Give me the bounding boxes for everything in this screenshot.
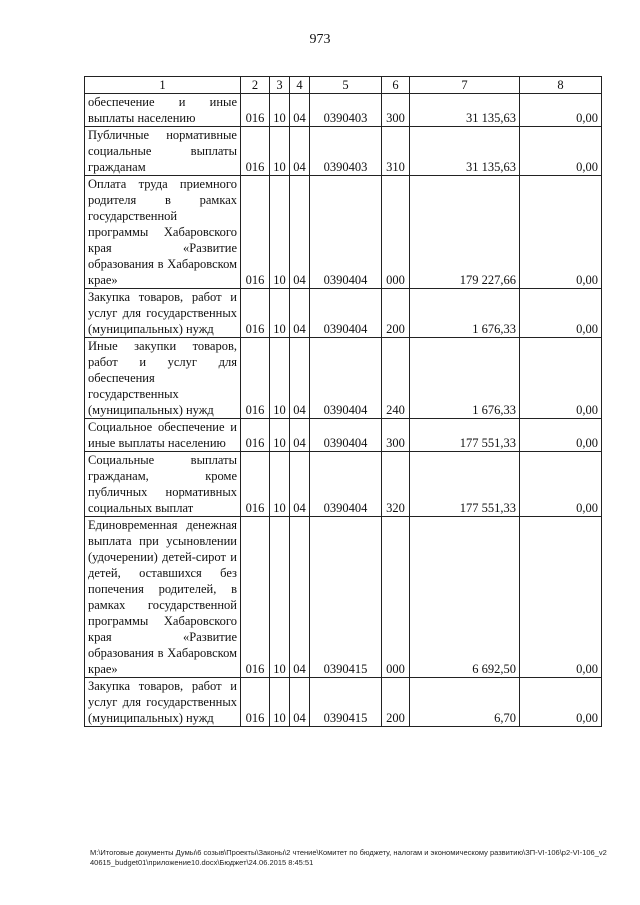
cell-amount-2: 0,00: [520, 452, 602, 517]
cell-section: 10: [270, 338, 290, 419]
cell-amount: 177 551,33: [410, 419, 520, 452]
cell-amount-2: 0,00: [520, 678, 602, 727]
cell-subsection: 04: [290, 289, 310, 338]
cell-section: 10: [270, 289, 290, 338]
footer-file-path: M:\Итоговые документы Думы\6 созыв\Проекты\Законы\2 чтение\Комитет по бюджету, налогам и экономическому развитию\ЗП-VI-106\р2-VI-106_v240615_budget01\приложение10.docx\Бюджет\24.06.2015 8:45:51: [90, 848, 607, 867]
header-cell: 7: [410, 77, 520, 94]
row-name: Социальные выплаты гражданам, кроме публичных нормативных социальных выплат: [85, 452, 241, 517]
row-name: обеспечение и иные выплаты населению: [85, 94, 241, 127]
cell-expense-type: 200: [382, 289, 410, 338]
cell-ministry: 016: [241, 338, 270, 419]
cell-expense-type: 310: [382, 127, 410, 176]
cell-target: 0390415: [310, 517, 382, 678]
budget-table: [84, 76, 602, 727]
row-name: Социальное обеспечение и иные выплаты населению: [85, 419, 241, 452]
table-row: [85, 419, 602, 452]
cell-ministry: 016: [241, 678, 270, 727]
table-row: [85, 678, 602, 727]
cell-target: 0390404: [310, 289, 382, 338]
row-name: Закупка товаров, работ и услуг для государственных (муниципальных) нужд: [85, 289, 241, 338]
header-cell: 1: [85, 77, 241, 94]
cell-ministry: 016: [241, 176, 270, 289]
cell-amount: 177 551,33: [410, 452, 520, 517]
table-row: [85, 517, 602, 678]
cell-expense-type: 200: [382, 678, 410, 727]
table-row: [85, 338, 602, 419]
cell-section: 10: [270, 452, 290, 517]
cell-subsection: 04: [290, 419, 310, 452]
cell-target: 0390404: [310, 419, 382, 452]
page-number: 973: [309, 32, 331, 47]
cell-expense-type: 320: [382, 452, 410, 517]
cell-expense-type: 300: [382, 94, 410, 127]
cell-amount-2: 0,00: [520, 94, 602, 127]
cell-subsection: 04: [290, 338, 310, 419]
cell-amount-2: 0,00: [520, 289, 602, 338]
table-row: [85, 289, 602, 338]
cell-target: 0390415: [310, 678, 382, 727]
row-name: Единовременная денежная выплата при усыновлении (удочерении) детей-сирот и детей, оставшихся без попечения родителей, в рамках государственной программы Хабаровского края «Развитие образования в Хабаровском крае»: [85, 517, 241, 678]
header-row: [85, 77, 602, 94]
row-name: Закупка товаров, работ и услуг для государственных (муниципальных) нужд: [85, 678, 241, 727]
header-cell: 4: [290, 77, 310, 94]
cell-target: 0390404: [310, 338, 382, 419]
cell-ministry: 016: [241, 419, 270, 452]
cell-subsection: 04: [290, 452, 310, 517]
row-name: Оплата труда приемного родителя в рамках государственной программы Хабаровского края «Развитие образования в Хабаровском крае»: [85, 176, 241, 289]
cell-subsection: 04: [290, 94, 310, 127]
cell-target: 0390404: [310, 452, 382, 517]
cell-section: 10: [270, 678, 290, 727]
cell-subsection: 04: [290, 127, 310, 176]
cell-expense-type: 000: [382, 517, 410, 678]
cell-ministry: 016: [241, 94, 270, 127]
cell-target: 0390403: [310, 127, 382, 176]
cell-amount: 1 676,33: [410, 338, 520, 419]
cell-amount: 31 135,63: [410, 127, 520, 176]
cell-amount-2: 0,00: [520, 419, 602, 452]
table-row: [85, 452, 602, 517]
cell-ministry: 016: [241, 452, 270, 517]
cell-amount-2: 0,00: [520, 127, 602, 176]
header-cell: 5: [310, 77, 382, 94]
table-row: [85, 127, 602, 176]
cell-amount: 6,70: [410, 678, 520, 727]
row-name: Иные закупки товаров, работ и услуг для обеспечения государственных (муниципальных) нужд: [85, 338, 241, 419]
cell-subsection: 04: [290, 678, 310, 727]
cell-amount: 1 676,33: [410, 289, 520, 338]
cell-amount-2: 0,00: [520, 176, 602, 289]
cell-target: 0390403: [310, 94, 382, 127]
cell-section: 10: [270, 419, 290, 452]
cell-ministry: 016: [241, 127, 270, 176]
cell-section: 10: [270, 94, 290, 127]
cell-amount: 6 692,50: [410, 517, 520, 678]
cell-expense-type: 000: [382, 176, 410, 289]
header-cell: 3: [270, 77, 290, 94]
cell-ministry: 016: [241, 289, 270, 338]
cell-target: 0390404: [310, 176, 382, 289]
cell-amount: 31 135,63: [410, 94, 520, 127]
cell-section: 10: [270, 127, 290, 176]
table-row: [85, 94, 602, 127]
cell-amount-2: 0,00: [520, 338, 602, 419]
table-row: [85, 176, 602, 289]
cell-section: 10: [270, 176, 290, 289]
cell-expense-type: 300: [382, 419, 410, 452]
header-cell: 2: [241, 77, 270, 94]
cell-subsection: 04: [290, 517, 310, 678]
header-cell: 8: [520, 77, 602, 94]
cell-subsection: 04: [290, 176, 310, 289]
cell-expense-type: 240: [382, 338, 410, 419]
header-cell: 6: [382, 77, 410, 94]
cell-ministry: 016: [241, 517, 270, 678]
cell-amount: 179 227,66: [410, 176, 520, 289]
cell-section: 10: [270, 517, 290, 678]
row-name: Публичные нормативные социальные выплаты гражданам: [85, 127, 241, 176]
cell-amount-2: 0,00: [520, 517, 602, 678]
